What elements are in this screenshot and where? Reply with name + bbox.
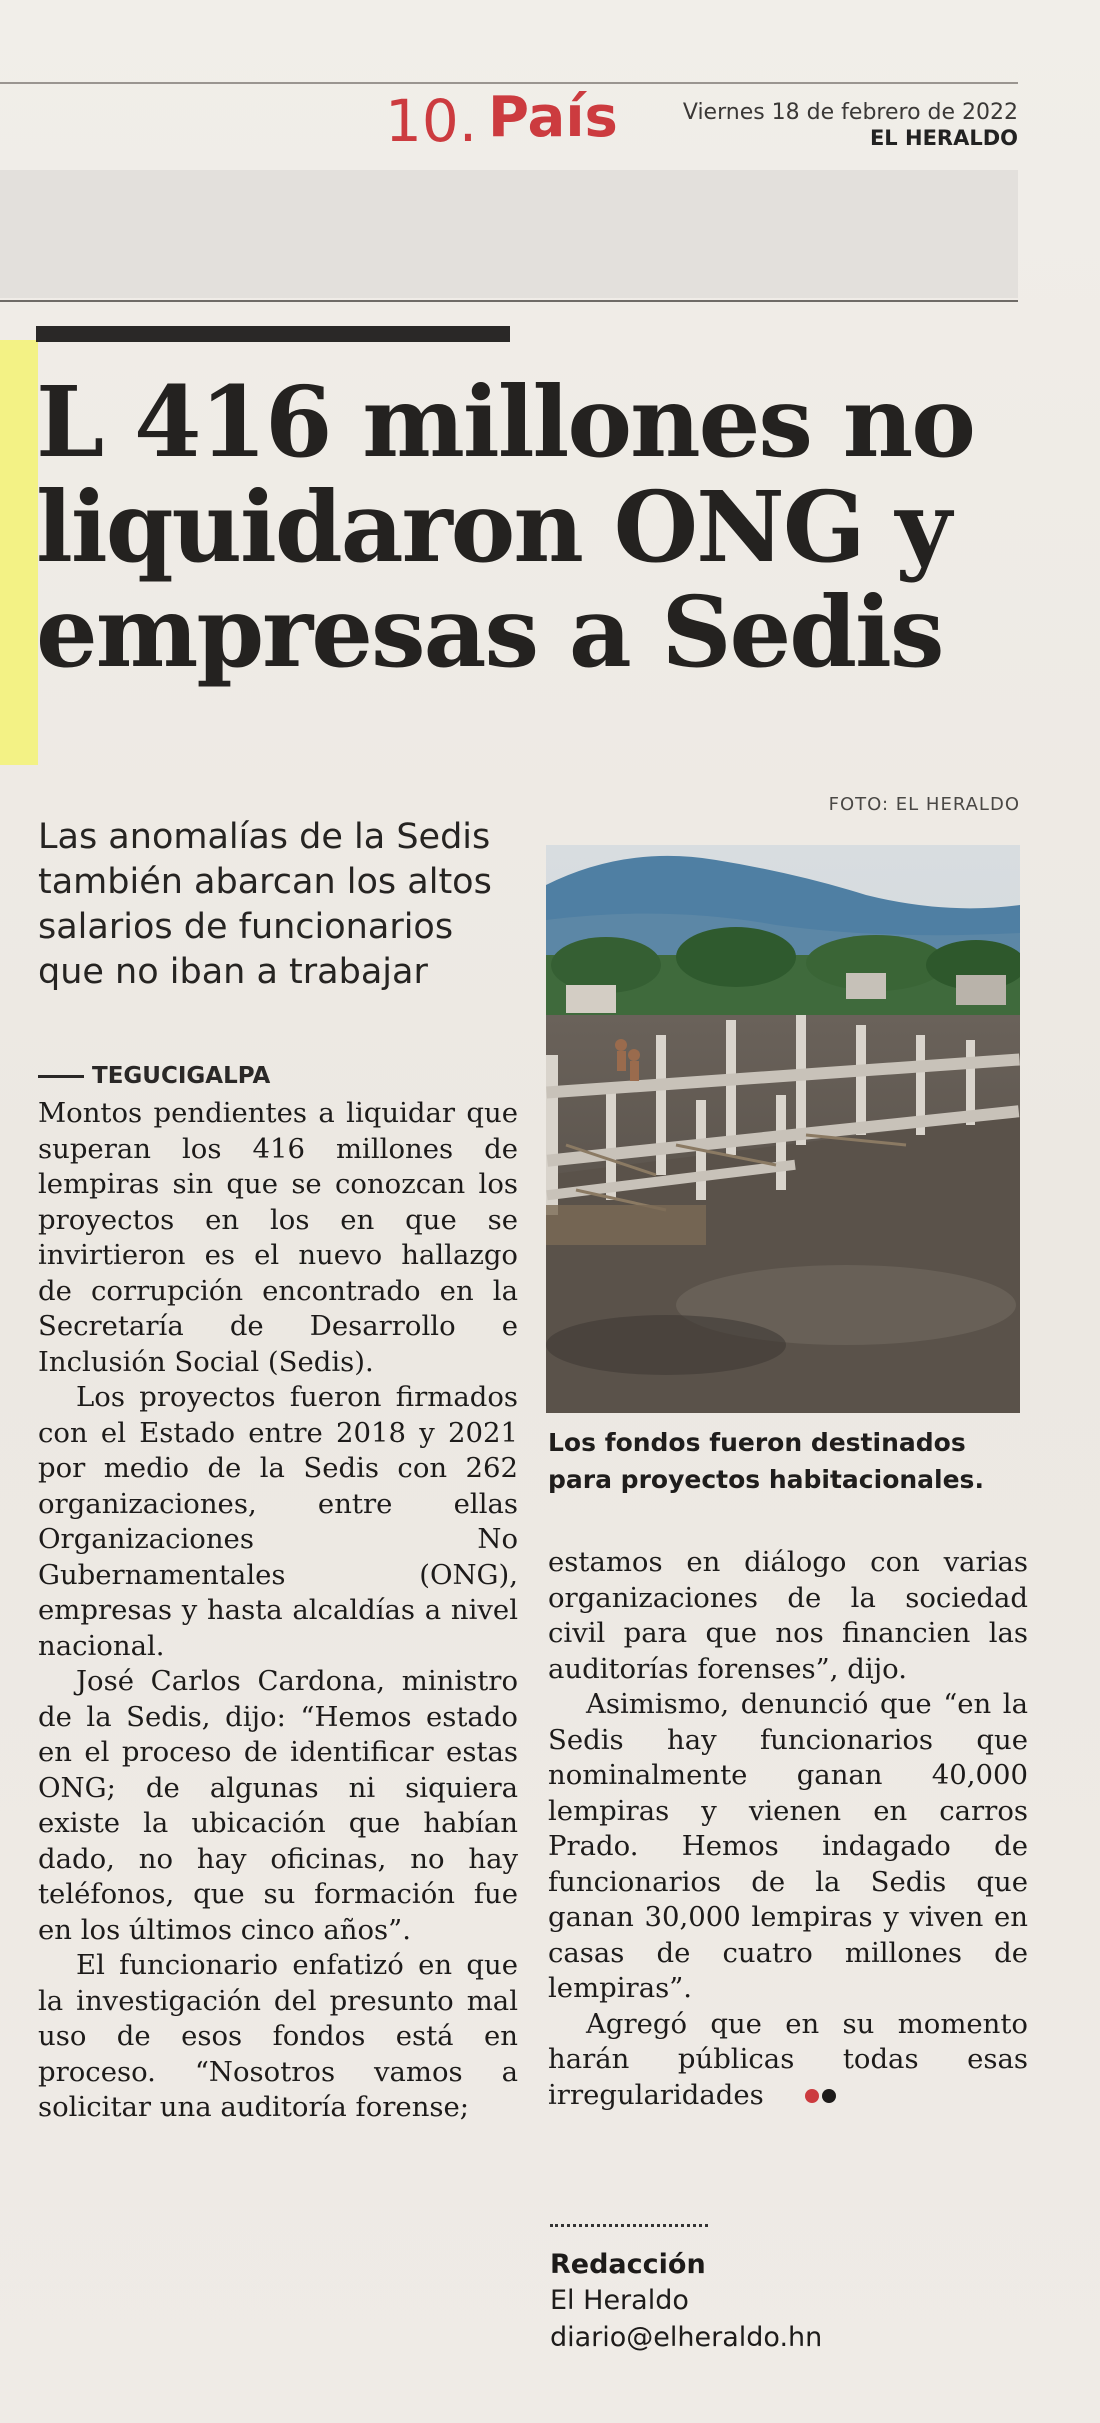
caption-line: Los fondos fueron destinados [548,1428,966,1457]
article-column-2 [548,1545,1028,2113]
headline-line: L 416 millones no [36,365,974,479]
headline-line: empresas a Sedis [36,575,943,689]
construction-site-photo [546,845,1020,1413]
paragraph: estamos en diálogo con varias organizaciones de la sociedad civil para que nos financien las auditorías forenses”, dijo. [548,1546,1028,1685]
headline-bar [36,326,510,342]
newspaper-name: EL HERALDO [869,126,1018,150]
publication-date: Viernes 18 de febrero de 2022 [682,100,1018,125]
header-top-rule [0,82,1018,84]
article-column-1 [38,1096,518,2126]
byline-role: Redacción [550,2249,706,2280]
paragraph: José Carlos Cardona, ministro de la Sedis, dijo: “Hemos estado en el proceso de identificar estas ONG; de algunas ni siquiera existe la ubicación que habían dado, no hay oficinas, no hay teléfonos, que su formación fue en los últimos cinco años”. [38,1665,518,1946]
deck-line: también abarcan los altos [38,862,492,902]
end-of-article-dots-icon [764,2078,836,2114]
paragraph: Montos pendientes a liquidar que superan los 416 millones de lempiras sin que se conozcan los proyectos en los en que se invirtieron es el nuevo hallazgo de corrupción encontrado en la Secretaría de Desarrollo e Inclusión Social (Sedis). [38,1097,518,1378]
section-name: País [488,85,618,150]
deck-line: que no iban a trabajar [38,952,428,992]
deck-line: salarios de funcionarios [38,907,454,947]
header-band [0,170,1018,298]
header-bottom-rule [0,300,1018,302]
highlighter-mark [0,340,38,765]
deck-line: Las anomalías de la Sedis [38,817,491,857]
last-paragraph [548,2007,1028,2114]
deck-subheadline [38,815,538,995]
photo-caption [548,1424,1018,1498]
headline [36,365,1036,689]
paragraph: Asimismo, denunció que “en la Sedis hay funcionarios que nominalmente ganan 40,000 lempiras y vienen en carros Prado. Hemos indagado de funcionarios de la Sedis que ganan 30,000 lempiras y viven en casas de cuatro millones de lempiras”. [548,1688,1028,2004]
contact-email[interactable]: diario@elheraldo.hn [550,2322,823,2353]
byline-paper: El Heraldo [550,2285,689,2316]
signature-divider [550,2224,708,2227]
dateline: TEGUCIGALPA [38,1063,270,1089]
paragraph: El funcionario enfatizó en que la investigación del presunto mal uso de esos fondos está en proceso. “Nosotros vamos a solicitar una auditoría forense; [38,1949,518,2123]
caption-line: para proyectos habitacionales. [548,1465,984,1494]
paragraph: Los proyectos fueron firmados con el Estado entre 2018 y 2021 por medio de la Sedis con 262 organizaciones, entre ellas Organizaciones No Gubernamentales (ONG), empresas y hasta alcaldías a nivel nacional. [38,1381,518,1662]
headline-line: liquidaron ONG y [36,470,950,584]
page-number: 10. [385,87,478,155]
paragraph-text: Agregó que en su momento harán públicas todas esas irregularidades [548,2007,1028,2111]
photo-credit: FOTO: EL HERALDO [828,794,1020,815]
